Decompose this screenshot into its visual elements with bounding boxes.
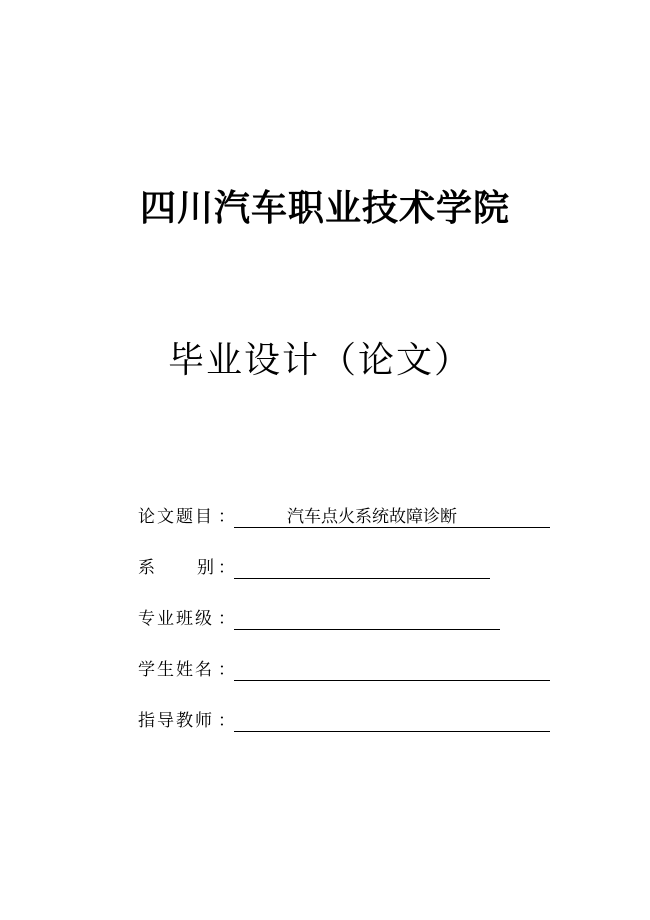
department-label [138, 557, 218, 579]
department-label-right: 别 [197, 558, 214, 578]
student-name-field [138, 653, 550, 681]
class-value[interactable] [234, 608, 500, 630]
thesis-title-value[interactable]: 汽车点火系统故障诊断 [234, 506, 550, 528]
advisor-field [138, 704, 550, 732]
thesis-title-field [138, 500, 550, 528]
advisor-colon: ： [218, 711, 235, 731]
thesis-title-label: 论文题目 [138, 507, 214, 527]
document-type-heading: 毕业设计（论文） [168, 340, 473, 381]
school-name: 四川汽车职业技术学院 [139, 188, 510, 229]
department-colon: ： [218, 558, 235, 578]
class-colon: ： [218, 609, 235, 629]
class-label: 专业班级 [138, 609, 214, 629]
advisor-label: 指导教师 [138, 711, 214, 731]
department-field [138, 551, 490, 579]
department-value[interactable] [234, 557, 490, 579]
student-name-label: 学生姓名 [138, 660, 214, 680]
department-label-left: 系 [138, 558, 155, 578]
advisor-value[interactable] [234, 710, 550, 732]
thesis-title-colon: ： [218, 507, 235, 527]
student-name-colon: ： [218, 660, 235, 680]
class-field [138, 602, 500, 630]
student-name-value[interactable] [234, 659, 550, 681]
